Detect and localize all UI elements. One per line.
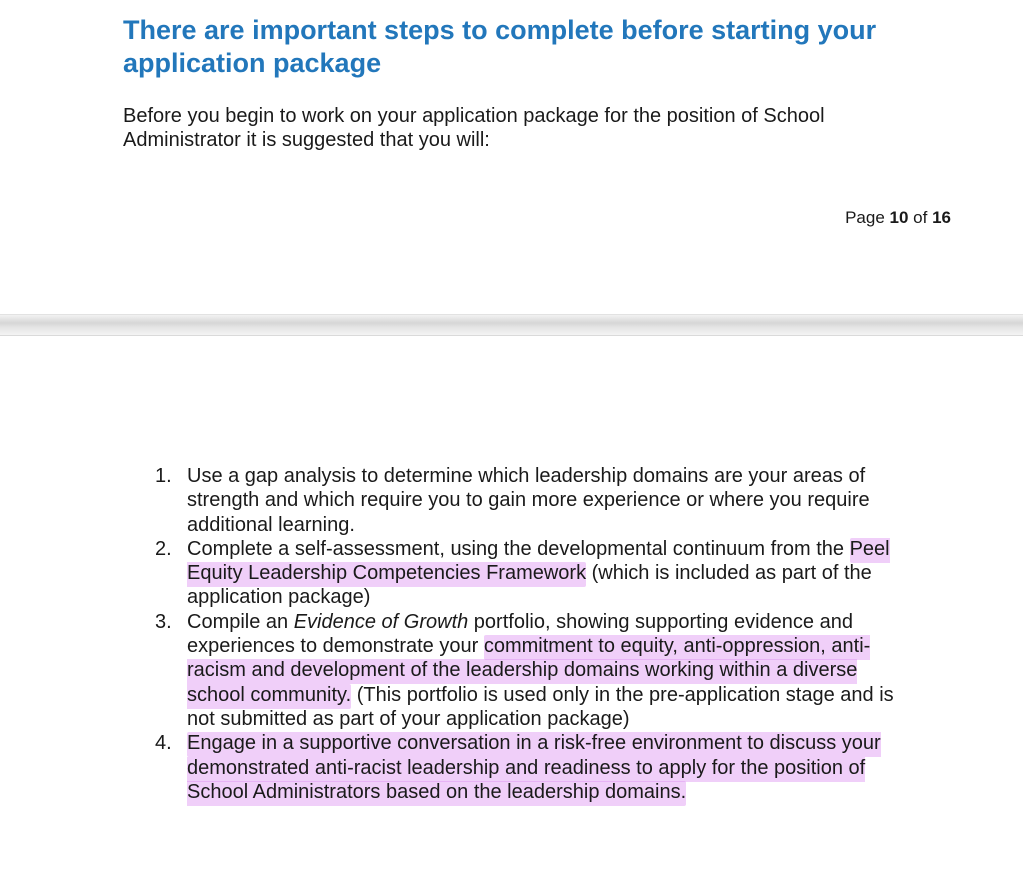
step-text: (This portfolio is used only in the pre-application stage and is not submitted as part of your application package)	[187, 683, 894, 730]
list-item-step-1	[0, 464, 907, 537]
step-text: Compile an	[187, 610, 294, 633]
step-text: portfolio, showing supporting evidence and experiences to demonstrate your	[187, 610, 853, 658]
step-text: Complete a self-assessment, using the developmental continuum from the	[187, 537, 850, 560]
highlighted-text: Peel Equity Leadership Competencies Framework	[187, 537, 890, 585]
page-break-divider	[0, 314, 1023, 336]
document-page-top	[0, 0, 1023, 314]
document-page-bottom	[0, 336, 1023, 873]
list-item-step-2	[0, 537, 907, 610]
page-number-separator: of	[908, 208, 933, 227]
italic-text: Evidence of Growth	[293, 610, 469, 633]
page-number-total: 16	[932, 208, 951, 227]
highlighted-text: Engage in a supportive conversation in a risk-free environment to discuss your demonstrated anti-racist leadership and readiness to apply for the position of School Administrators based on the leadership domains.	[187, 732, 881, 803]
step-number: 3.	[155, 610, 172, 633]
highlighted-text: commitment to equity, anti-oppression, anti-racism and development of the leadership domains working within a diverse school community.	[187, 635, 871, 706]
page-number-current: 10	[889, 208, 909, 227]
step-number: 2.	[155, 537, 172, 560]
list-item-step-4	[0, 731, 907, 804]
step-number: 1.	[155, 465, 172, 487]
list-item-step-3	[0, 610, 907, 731]
intro-paragraph: Before you begin to work on your application package for the position of School Administrator it is suggested that you will:	[123, 105, 825, 151]
page-number	[845, 207, 951, 229]
page-number-prefix: Page	[845, 208, 890, 227]
step-text: Use a gap analysis to determine which leadership domains are your areas of strength and which require you to gain more experience or where you require additional learning.	[187, 465, 870, 536]
step-text: (which is included as part of the application package)	[187, 562, 872, 609]
steps-list	[0, 464, 1023, 804]
section-heading: There are important steps to complete before starting your application package	[123, 15, 877, 78]
step-number: 4.	[155, 732, 172, 755]
